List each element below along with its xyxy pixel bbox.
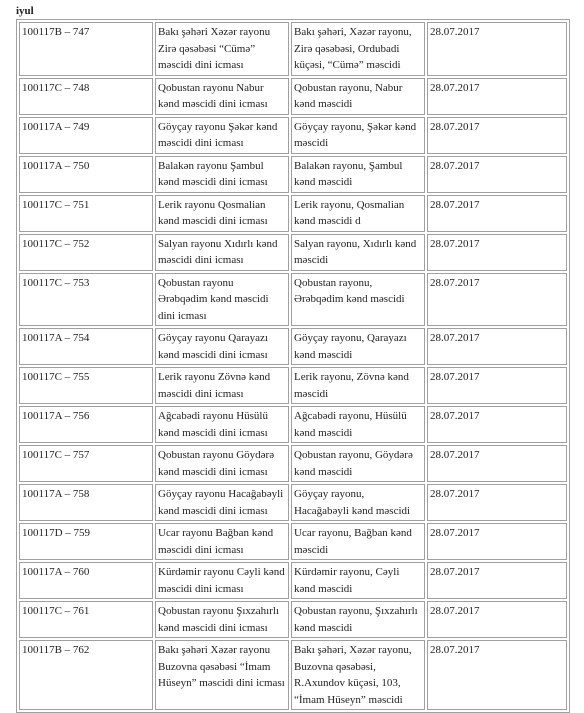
- registration-date-cell: [427, 328, 567, 365]
- community-name-cell: [155, 156, 289, 193]
- address: Kürdəmir rayonu, Cəyli kənd məscidi: [294, 566, 400, 595]
- registration-number-cell: [19, 367, 153, 404]
- registration-number: 100117A – 756: [22, 410, 90, 422]
- address: Göyçay rayonu, Hacağabəyli kənd məscidi: [294, 488, 411, 517]
- registration-date: 28.07.2017: [430, 81, 480, 94]
- address: Göyçay rayonu, Şəkər kənd məscidi: [294, 120, 417, 149]
- address: Balakən rayonu, Şambul kənd məscidi: [294, 159, 403, 188]
- registration-number-cell: [19, 328, 153, 365]
- registration-number-cell: [19, 523, 153, 560]
- registration-date-cell: [427, 562, 567, 599]
- table-row: [19, 273, 567, 327]
- address: Bakı şəhəri, Xəzər rayonu, Zirə qəsəbəsi, Ordubadi küçəsi, “Cümə” məscidi: [294, 26, 412, 71]
- registration-number-cell: [19, 406, 153, 443]
- table-row: [19, 445, 567, 482]
- registration-number-cell: [19, 562, 153, 599]
- address: Lerik rayonu, Qosmalian kənd məscidi d: [294, 198, 405, 227]
- community-name-cell: [155, 367, 289, 404]
- table-row: [19, 195, 567, 232]
- address-cell: [291, 367, 425, 404]
- community-name-cell: [155, 445, 289, 482]
- registration-date: 28.07.2017: [430, 605, 480, 617]
- registration-number-cell: [19, 273, 153, 327]
- address-cell: [291, 640, 425, 710]
- community-name: Qobustan rayonu Ərəbqədim kənd məscidi dini icması: [158, 276, 269, 322]
- registration-date: 28.07.2017: [430, 120, 480, 133]
- address-cell: [291, 601, 425, 638]
- address: Qobustan rayonu, Ərəbqədim kənd məscidi: [294, 276, 405, 305]
- community-name-cell: [155, 117, 289, 154]
- community-name-cell: [155, 562, 289, 599]
- community-name: Göyçay rayonu Hacağabəyli kənd məscidi dini icması: [158, 488, 284, 517]
- table-row: [19, 328, 567, 365]
- table-row: [19, 78, 567, 115]
- community-name: Balakən rayonu Şambul kənd məscidi dini icması: [158, 159, 268, 188]
- address: Bakı şəhəri, Xəzər rayonu, Buzovna qəsəbəsi, R.Axundov küçəsi, 103, “İmam Hüseyn” məscidi: [294, 644, 412, 706]
- community-name-cell: [155, 22, 289, 76]
- registration-number: 100117A – 754: [22, 332, 90, 344]
- registration-date: 28.07.2017: [430, 449, 480, 461]
- table-row: [19, 234, 567, 271]
- address: Qobustan rayonu, Nabur kənd məscidi: [294, 81, 403, 110]
- registration-number: 100117A – 760: [22, 566, 90, 578]
- table-row: [19, 562, 567, 599]
- registration-date-cell: [427, 445, 567, 482]
- registration-date: 28.07.2017: [430, 237, 480, 250]
- community-name: Qobustan rayonu Nabur kənd məscidi dini icması: [158, 81, 268, 110]
- address-cell: [291, 328, 425, 365]
- registration-number: 100117C – 761: [22, 605, 90, 617]
- registration-number: 100117A – 750: [22, 159, 90, 172]
- table-row: [19, 22, 567, 76]
- registration-date-cell: [427, 367, 567, 404]
- community-name-cell: [155, 484, 289, 521]
- registration-number: 100117C – 757: [22, 449, 90, 461]
- registration-date-cell: [427, 273, 567, 327]
- registration-number-cell: [19, 195, 153, 232]
- community-name: Göyçay rayonu Şəkər kənd məscidi dini icması: [158, 120, 278, 149]
- registration-number: 100117D – 759: [22, 527, 91, 539]
- community-name: Göyçay rayonu Qarayazı kənd məscidi dini icması: [158, 332, 268, 361]
- community-name: Qobustan rayonu Şıxzahırlı kənd məscidi dini icması: [158, 605, 279, 634]
- registration-date: 28.07.2017: [430, 410, 480, 422]
- month-heading: iyul: [16, 5, 34, 17]
- table-row: [19, 406, 567, 443]
- community-name: Kürdəmir rayonu Cəyli kənd məscidi dini icması: [158, 566, 285, 595]
- community-name: Lerik rayonu Zövnə kənd məscidi dini icması: [158, 371, 271, 400]
- address-cell: [291, 195, 425, 232]
- address: Qobustan rayonu, Göydərə kənd məscidi: [294, 449, 413, 478]
- address: Göyçay rayonu, Qarayazı kənd məscidi: [294, 332, 407, 361]
- registration-number: 100117C – 748: [22, 81, 90, 94]
- address: Ağcabədi rayonu, Hüsülü kənd məscidi: [294, 410, 407, 439]
- registration-number: 100117A – 758: [22, 488, 90, 500]
- registration-date: 28.07.2017: [430, 371, 480, 383]
- registration-date: 28.07.2017: [430, 198, 480, 211]
- community-name-cell: [155, 328, 289, 365]
- registration-date: 28.07.2017: [430, 488, 480, 500]
- registration-number-cell: [19, 117, 153, 154]
- address-cell: [291, 523, 425, 560]
- registration-date-cell: [427, 22, 567, 76]
- registration-date-cell: [427, 523, 567, 560]
- registration-date-cell: [427, 78, 567, 115]
- registration-number: 100117C – 755: [22, 371, 90, 383]
- address: Salyan rayonu, Xıdırlı kənd məscidi: [294, 237, 417, 266]
- community-name: Salyan rayonu Xıdırlı kənd məscidi dini icması: [158, 237, 278, 266]
- registration-date: 28.07.2017: [430, 26, 480, 38]
- address-cell: [291, 234, 425, 271]
- registration-number-cell: [19, 445, 153, 482]
- registration-date: 28.07.2017: [430, 159, 480, 172]
- registration-number: 100117B – 762: [22, 644, 90, 656]
- community-name-cell: [155, 601, 289, 638]
- registration-number-cell: [19, 601, 153, 638]
- table-row: [19, 640, 567, 710]
- community-name-cell: [155, 523, 289, 560]
- registration-number-cell: [19, 78, 153, 115]
- registration-date-cell: [427, 640, 567, 710]
- community-name: Bakı şəhəri Xəzər rayonu Zirə qəsəbəsi “Cümə” məscidi dini icması: [158, 26, 271, 71]
- registration-date: 28.07.2017: [430, 276, 480, 289]
- registration-date: 28.07.2017: [430, 644, 480, 656]
- address-cell: [291, 78, 425, 115]
- community-name: Ucar rayonu Bağban kənd məscidi dini icması: [158, 527, 274, 556]
- address-cell: [291, 484, 425, 521]
- registration-date: 28.07.2017: [430, 566, 480, 578]
- registry-table: [16, 19, 570, 713]
- community-name-cell: [155, 273, 289, 327]
- registration-date-cell: [427, 156, 567, 193]
- table-row: [19, 367, 567, 404]
- community-name: Ağcabədi rayonu Hüsülü kənd məscidi dini icması: [158, 410, 268, 439]
- community-name-cell: [155, 195, 289, 232]
- registration-date: 28.07.2017: [430, 527, 480, 539]
- community-name-cell: [155, 406, 289, 443]
- registration-date-cell: [427, 406, 567, 443]
- registration-number-cell: [19, 640, 153, 710]
- address-cell: [291, 273, 425, 327]
- community-name: Lerik rayonu Qosmalian kənd məscidi dini icması: [158, 198, 268, 227]
- registration-date-cell: [427, 234, 567, 271]
- registry-table-body: [19, 22, 567, 710]
- address-cell: [291, 117, 425, 154]
- address-cell: [291, 562, 425, 599]
- address: Qobustan rayonu, Şıxzahırlı kənd məscidi: [294, 605, 418, 634]
- registration-number-cell: [19, 234, 153, 271]
- address: Lerik rayonu, Zövnə kənd məscidi: [294, 371, 409, 400]
- table-row: [19, 601, 567, 638]
- registration-number: 100117B – 747: [22, 26, 90, 38]
- address-cell: [291, 22, 425, 76]
- registration-number: 100117A – 749: [22, 120, 90, 133]
- registration-number-cell: [19, 22, 153, 76]
- community-name-cell: [155, 640, 289, 710]
- registration-number-cell: [19, 484, 153, 521]
- registration-date-cell: [427, 195, 567, 232]
- table-row: [19, 484, 567, 521]
- registration-number: 100117C – 753: [22, 276, 90, 289]
- address: Ucar rayonu, Bağban kənd məscidi: [294, 527, 412, 556]
- community-name-cell: [155, 234, 289, 271]
- address-cell: [291, 406, 425, 443]
- registration-date-cell: [427, 601, 567, 638]
- registration-date-cell: [427, 117, 567, 154]
- registration-number-cell: [19, 156, 153, 193]
- address-cell: [291, 156, 425, 193]
- community-name: Qobustan rayonu Göydərə kənd məscidi dini icması: [158, 449, 275, 478]
- registration-date: 28.07.2017: [430, 332, 480, 344]
- registration-number: 100117C – 752: [22, 237, 90, 250]
- registration-number: 100117C – 751: [22, 198, 90, 211]
- table-row: [19, 156, 567, 193]
- address-cell: [291, 445, 425, 482]
- community-name-cell: [155, 78, 289, 115]
- registration-date-cell: [427, 484, 567, 521]
- community-name: Bakı şəhəri Xəzər rayonu Buzovna qəsəbəsi “İmam Hüseyn” məscidi dini icması: [158, 644, 285, 689]
- table-row: [19, 523, 567, 560]
- table-row: [19, 117, 567, 154]
